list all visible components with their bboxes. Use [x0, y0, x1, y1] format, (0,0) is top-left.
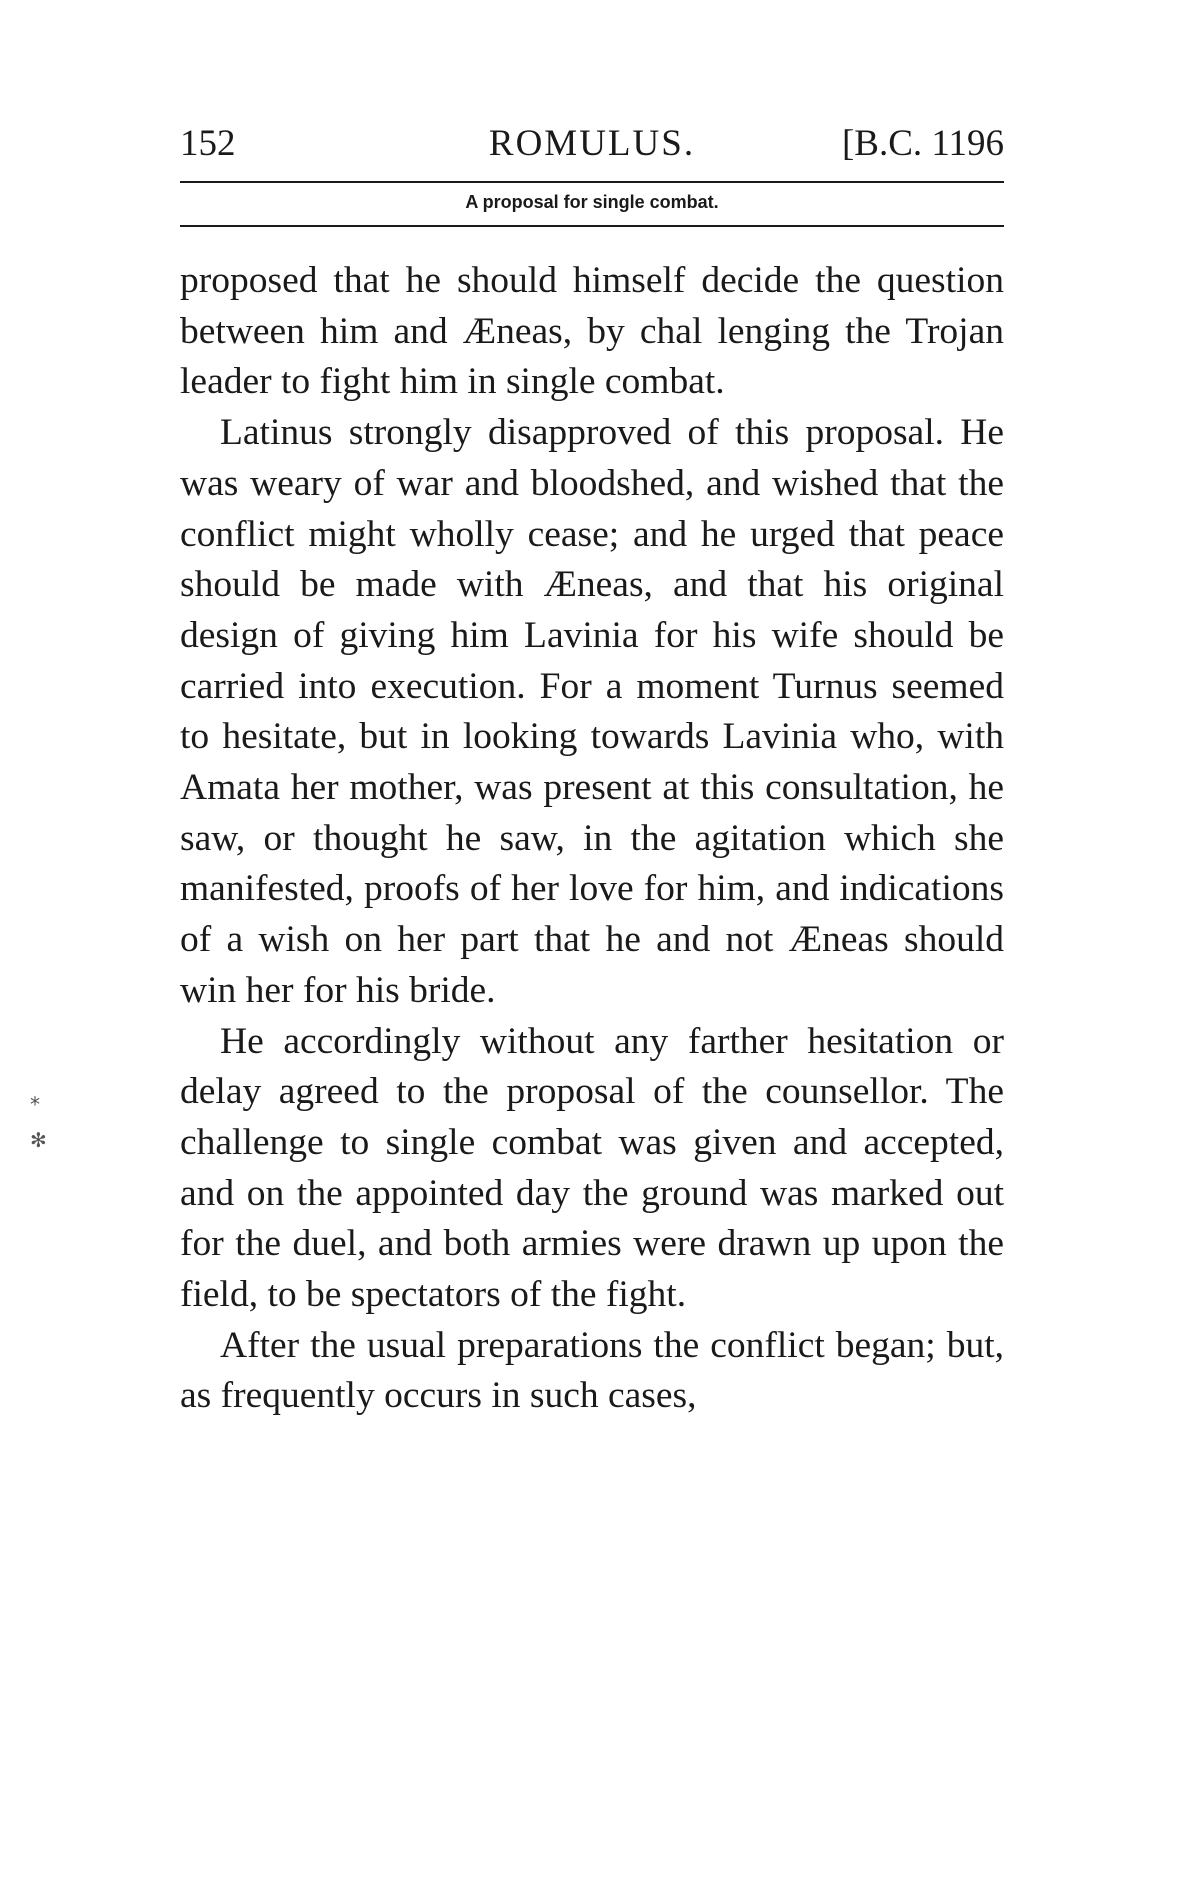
paragraph-4: After the usual preparations the conflict began; but, as frequently occurs in such cases,: [180, 1324, 1004, 1417]
paragraph-1: proposed that he should himself decide the question between him and Æneas, by chal lenging the Trojan leader to fight him in single combat.: [180, 260, 1004, 403]
running-head: [180, 118, 1004, 170]
margin-blemish-mark: ⁎: [30, 1086, 40, 1110]
paragraph-3: He accordingly without any farther hesitation or delay agreed to the proposal of the counsellor. The challenge to single combat was given and accepted, and on the appointed day the ground was marked out for the duel, and both armies were drawn up upon the field, to be spectators of the fight.: [180, 1020, 1004, 1316]
page-number: 152: [180, 123, 236, 164]
running-title: ROMULUS.: [488, 123, 696, 164]
side-heading: A proposal for single combat.: [465, 192, 719, 212]
margin-blemish-mark: ✻: [30, 1128, 47, 1152]
running-date: [B.C. 1196: [841, 123, 1004, 164]
header-rule-top: [180, 181, 1004, 183]
header-rule-bottom: [180, 225, 1004, 227]
paragraph-2: Latinus strongly disapproved of this proposal. He was weary of war and bloodshed, and wished that the conflict might wholly cease; and he urged that peace should be made with Æneas, and that his original design of giving him Lavinia for his wife should be carried into execution. For a moment Turnus seemed to hesitate, but in looking towards Lavinia who, with Amata her mother, was present at this consultation, he saw, or thought he saw, in the agitation which she manifested, proofs of her love for him, and indications of a wish on her part that he and not Æneas should win her for his bride.: [180, 412, 1004, 1011]
body-text: [180, 256, 1004, 1422]
